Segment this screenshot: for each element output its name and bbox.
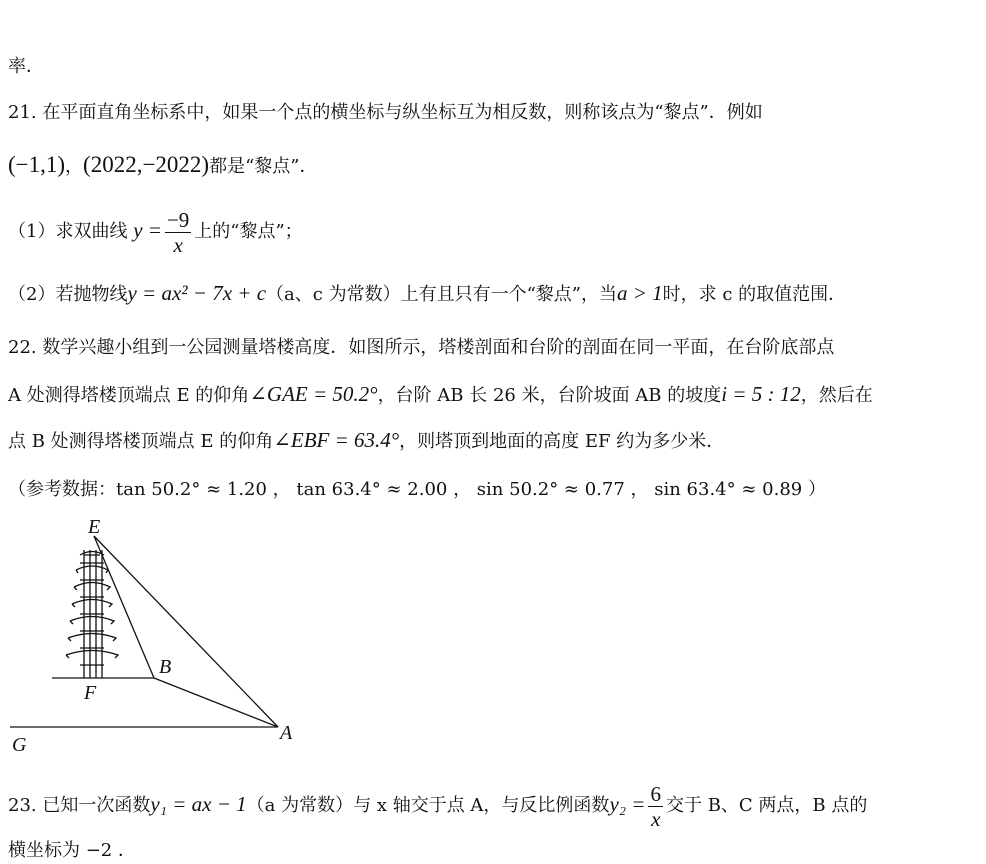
- linear-function: y₁ = ax − 1: [150, 792, 247, 816]
- tower-figure: [0, 515, 320, 760]
- continuation-text: 率．: [8, 56, 44, 77]
- q21-part1-post: 上的“黎点”；: [194, 221, 303, 242]
- q22-line-c: [8, 427, 724, 455]
- denominator: x: [173, 232, 183, 257]
- q21-part2: [8, 280, 846, 308]
- angle-ebf: ∠EBF = 63.4°: [273, 428, 400, 452]
- separator: ，: [65, 156, 84, 177]
- q21-part1: [8, 204, 303, 258]
- label-g: G: [12, 734, 27, 756]
- label-b: B: [159, 656, 172, 678]
- line-eb: [94, 536, 154, 678]
- angle-gae: ∠GAE = 50.2°: [249, 382, 378, 406]
- q22-text-c1: 点 B 处测得塔楼顶端点 E 的仰角: [8, 431, 274, 452]
- q21-text: 21. 在平面直角坐标系中，如果一个点的横坐标与纵坐标互为相反数，则称该点为“黎点”．例如: [8, 102, 763, 123]
- q22-reference-data: [8, 477, 826, 503]
- condition: a > 1: [616, 281, 663, 305]
- q21-examples: [8, 152, 318, 180]
- q22-text-b3: ，然后在: [800, 385, 873, 406]
- q22-text-c2: ，则塔顶到地面的高度 EF 约为多少米．: [399, 431, 725, 452]
- q22-text-b2: ，台阶 AB 长 26 米，台阶坡面 AB 的坡度: [377, 385, 722, 406]
- q23-text-b: 横坐标为 −2 ．: [8, 840, 136, 861]
- q22-line-b: [8, 381, 873, 409]
- q23-stem: [8, 778, 867, 832]
- q21-part2-post: 时，求 c 的取值范围．: [662, 284, 847, 305]
- line-ea: [94, 536, 278, 727]
- inverse-function-lhs: y₂ =: [609, 792, 646, 816]
- q23-text-a3: 交于 B、C 两点，B 点的: [665, 795, 868, 816]
- fraction-6-over-x: [648, 782, 663, 831]
- numerator: 6: [650, 781, 661, 806]
- text-line-0: [8, 54, 44, 80]
- q21-text-b: 都是“黎点”．: [209, 156, 318, 177]
- slope-ab: [154, 678, 278, 727]
- q22-text-a: 22. 数学兴趣小组到一公园测量塔楼高度．如图所示，塔楼剖面和台阶的剖面在同一平面，在台阶底部点: [8, 337, 835, 358]
- label-a: A: [280, 722, 293, 744]
- tower-illustration: [66, 550, 118, 678]
- numerator: −9: [166, 207, 190, 232]
- q21-part2-mid: （a、c 为常数）上有且只有一个“黎点”，当: [266, 284, 617, 305]
- slope-ratio: i = 5 : 12: [721, 382, 801, 406]
- example-point-2: (2022,−2022): [83, 152, 210, 177]
- q23-line-b: [8, 838, 136, 864]
- q21-part2-text: （2）若抛物线: [8, 284, 128, 305]
- q23-text-a2: （a 为常数）与 x 轴交于点 A，与反比例函数: [246, 795, 610, 816]
- reference-data-text: （参考数据：tan 50.2° ≈ 1.20 ， tan 63.4° ≈ 2.00 ， sin 50.2° ≈ 0.77 ， sin 63.4° ≈ 0.89 ）: [8, 479, 826, 500]
- parabola-equation: y = ax² − 7x + c: [127, 281, 267, 305]
- hyperbola-lhs: y =: [133, 218, 162, 242]
- example-point-1: (−1,1): [8, 152, 66, 177]
- q22-stem: [8, 335, 834, 361]
- denominator: x: [651, 806, 661, 831]
- label-f: F: [84, 682, 97, 704]
- q22-text-b1: A 处测得塔楼顶端点 E 的仰角: [8, 385, 250, 406]
- q23-text-a1: 23. 已知一次函数: [8, 795, 151, 816]
- q21-part1-text: （1）求双曲线: [8, 221, 128, 242]
- q21-stem: [8, 100, 763, 126]
- label-e: E: [88, 516, 101, 538]
- fraction: [165, 208, 191, 257]
